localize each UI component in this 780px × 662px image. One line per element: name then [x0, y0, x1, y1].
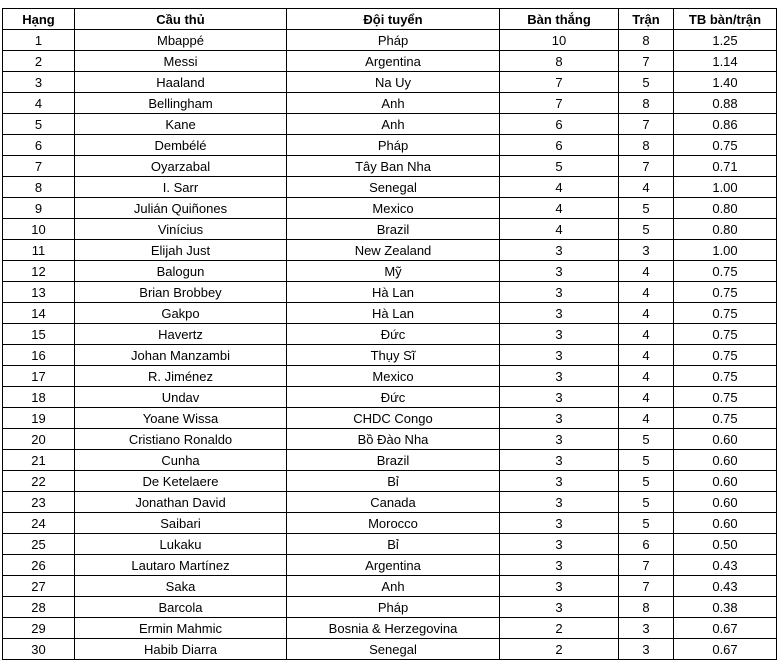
cell-player: Vinícius: [75, 219, 287, 240]
cell-player: I. Sarr: [75, 177, 287, 198]
cell-team: Mexico: [287, 198, 500, 219]
table-row: [3, 429, 777, 450]
table-row: [3, 282, 777, 303]
cell-goals: 3: [500, 387, 619, 408]
cell-rank: 13: [3, 282, 75, 303]
cell-matches: 5: [619, 429, 674, 450]
cell-rank: 27: [3, 576, 75, 597]
table-row: [3, 51, 777, 72]
cell-team: Mỹ: [287, 261, 500, 282]
cell-rank: 15: [3, 324, 75, 345]
cell-matches: 4: [619, 282, 674, 303]
table-row: [3, 198, 777, 219]
cell-rank: 1: [3, 30, 75, 51]
cell-goals-per-match: 0.75: [674, 387, 777, 408]
cell-goals: 3: [500, 471, 619, 492]
cell-rank: 12: [3, 261, 75, 282]
cell-rank: 4: [3, 93, 75, 114]
cell-goals: 10: [500, 30, 619, 51]
cell-goals-per-match: 1.00: [674, 240, 777, 261]
cell-matches: 7: [619, 576, 674, 597]
cell-matches: 8: [619, 135, 674, 156]
cell-goals: 2: [500, 618, 619, 639]
cell-player: Dembélé: [75, 135, 287, 156]
header-player: Cầu thủ: [75, 9, 287, 30]
cell-player: Ermin Mahmic: [75, 618, 287, 639]
cell-matches: 5: [619, 513, 674, 534]
cell-player: Cristiano Ronaldo: [75, 429, 287, 450]
cell-player: Bellingham: [75, 93, 287, 114]
cell-player: Jonathan David: [75, 492, 287, 513]
cell-player: Havertz: [75, 324, 287, 345]
cell-goals: 4: [500, 198, 619, 219]
cell-goals-per-match: 0.43: [674, 555, 777, 576]
cell-goals-per-match: 1.40: [674, 72, 777, 93]
cell-rank: 18: [3, 387, 75, 408]
cell-rank: 11: [3, 240, 75, 261]
cell-rank: 6: [3, 135, 75, 156]
cell-team: Morocco: [287, 513, 500, 534]
cell-rank: 8: [3, 177, 75, 198]
cell-rank: 24: [3, 513, 75, 534]
cell-rank: 25: [3, 534, 75, 555]
table-row: [3, 219, 777, 240]
table-row: [3, 156, 777, 177]
cell-player: De Ketelaere: [75, 471, 287, 492]
cell-team: Senegal: [287, 639, 500, 660]
cell-goals: 3: [500, 513, 619, 534]
cell-player: R. Jiménez: [75, 366, 287, 387]
cell-goals: 3: [500, 282, 619, 303]
cell-goals-per-match: 0.67: [674, 639, 777, 660]
cell-rank: 9: [3, 198, 75, 219]
cell-goals: 3: [500, 240, 619, 261]
cell-goals: 7: [500, 93, 619, 114]
cell-goals: 4: [500, 177, 619, 198]
cell-rank: 19: [3, 408, 75, 429]
cell-goals: 6: [500, 114, 619, 135]
cell-goals-per-match: 0.75: [674, 261, 777, 282]
cell-team: Bỉ: [287, 471, 500, 492]
table-row: [3, 366, 777, 387]
cell-goals: 2: [500, 639, 619, 660]
cell-rank: 14: [3, 303, 75, 324]
cell-team: Mexico: [287, 366, 500, 387]
cell-goals: 3: [500, 345, 619, 366]
cell-goals: 7: [500, 72, 619, 93]
cell-goals-per-match: 1.14: [674, 51, 777, 72]
cell-rank: 5: [3, 114, 75, 135]
cell-matches: 7: [619, 51, 674, 72]
cell-rank: 2: [3, 51, 75, 72]
cell-player: Haaland: [75, 72, 287, 93]
cell-team: CHDC Congo: [287, 408, 500, 429]
cell-matches: 8: [619, 93, 674, 114]
table-row: [3, 534, 777, 555]
table-row: [3, 72, 777, 93]
table-row: [3, 555, 777, 576]
cell-rank: 21: [3, 450, 75, 471]
table-row: [3, 387, 777, 408]
cell-team: Argentina: [287, 51, 500, 72]
cell-player: Balogun: [75, 261, 287, 282]
table-row: [3, 324, 777, 345]
cell-player: Elijah Just: [75, 240, 287, 261]
table-row: [3, 618, 777, 639]
cell-matches: 7: [619, 156, 674, 177]
cell-matches: 3: [619, 639, 674, 660]
cell-team: Pháp: [287, 30, 500, 51]
cell-matches: 5: [619, 450, 674, 471]
cell-goals-per-match: 0.60: [674, 471, 777, 492]
cell-team: Argentina: [287, 555, 500, 576]
cell-matches: 8: [619, 30, 674, 51]
cell-team: Brazil: [287, 450, 500, 471]
cell-team: Brazil: [287, 219, 500, 240]
cell-rank: 29: [3, 618, 75, 639]
table-row: [3, 345, 777, 366]
cell-matches: 4: [619, 345, 674, 366]
cell-rank: 16: [3, 345, 75, 366]
cell-goals: 3: [500, 450, 619, 471]
cell-player: Brian Brobbey: [75, 282, 287, 303]
table-row: [3, 261, 777, 282]
cell-player: Mbappé: [75, 30, 287, 51]
cell-team: Thụy Sĩ: [287, 345, 500, 366]
cell-goals-per-match: 0.80: [674, 198, 777, 219]
cell-player: Lukaku: [75, 534, 287, 555]
cell-player: Lautaro Martínez: [75, 555, 287, 576]
cell-matches: 4: [619, 387, 674, 408]
cell-goals: 3: [500, 261, 619, 282]
cell-matches: 4: [619, 177, 674, 198]
cell-rank: 7: [3, 156, 75, 177]
cell-goals-per-match: 0.75: [674, 324, 777, 345]
cell-matches: 7: [619, 555, 674, 576]
scorers-table-container: [2, 8, 777, 660]
cell-matches: 3: [619, 240, 674, 261]
cell-goals-per-match: 0.60: [674, 429, 777, 450]
header-matches: Trận: [619, 9, 674, 30]
cell-player: Undav: [75, 387, 287, 408]
cell-team: Hà Lan: [287, 303, 500, 324]
cell-goals-per-match: 0.75: [674, 408, 777, 429]
cell-goals-per-match: 0.75: [674, 282, 777, 303]
cell-goals-per-match: 0.75: [674, 135, 777, 156]
cell-goals-per-match: 0.67: [674, 618, 777, 639]
cell-team: Đức: [287, 387, 500, 408]
cell-team: Bồ Đào Nha: [287, 429, 500, 450]
table-row: [3, 93, 777, 114]
cell-goals-per-match: 0.75: [674, 345, 777, 366]
header-goals-per-match: TB bàn/trận: [674, 9, 777, 30]
cell-goals: 3: [500, 408, 619, 429]
cell-team: Pháp: [287, 597, 500, 618]
cell-goals-per-match: 0.60: [674, 492, 777, 513]
cell-goals: 4: [500, 219, 619, 240]
cell-goals: 3: [500, 366, 619, 387]
cell-player: Kane: [75, 114, 287, 135]
table-row: [3, 471, 777, 492]
cell-goals: 3: [500, 534, 619, 555]
cell-matches: 7: [619, 114, 674, 135]
cell-rank: 30: [3, 639, 75, 660]
cell-goals: 5: [500, 156, 619, 177]
cell-goals: 3: [500, 429, 619, 450]
cell-goals-per-match: 0.75: [674, 303, 777, 324]
cell-matches: 4: [619, 324, 674, 345]
cell-matches: 5: [619, 471, 674, 492]
cell-team: Tây Ban Nha: [287, 156, 500, 177]
cell-team: New Zealand: [287, 240, 500, 261]
table-header-row: [3, 9, 777, 30]
cell-goals-per-match: 0.38: [674, 597, 777, 618]
table-row: [3, 576, 777, 597]
cell-team: Anh: [287, 93, 500, 114]
table-row: [3, 303, 777, 324]
cell-player: Johan Manzambi: [75, 345, 287, 366]
header-team: Đội tuyển: [287, 9, 500, 30]
cell-player: Habib Diarra: [75, 639, 287, 660]
header-rank: Hạng: [3, 9, 75, 30]
table-row: [3, 135, 777, 156]
cell-goals: 3: [500, 555, 619, 576]
cell-team: Đức: [287, 324, 500, 345]
cell-goals-per-match: 1.00: [674, 177, 777, 198]
cell-team: Canada: [287, 492, 500, 513]
cell-goals: 3: [500, 576, 619, 597]
cell-team: Bỉ: [287, 534, 500, 555]
cell-goals-per-match: 1.25: [674, 30, 777, 51]
cell-rank: 3: [3, 72, 75, 93]
cell-team: Na Uy: [287, 72, 500, 93]
table-row: [3, 177, 777, 198]
cell-player: Cunha: [75, 450, 287, 471]
cell-matches: 8: [619, 597, 674, 618]
cell-matches: 4: [619, 366, 674, 387]
cell-player: Julián Quiñones: [75, 198, 287, 219]
cell-player: Barcola: [75, 597, 287, 618]
cell-goals-per-match: 0.75: [674, 366, 777, 387]
cell-matches: 5: [619, 492, 674, 513]
cell-goals: 6: [500, 135, 619, 156]
table-row: [3, 450, 777, 471]
cell-goals: 3: [500, 303, 619, 324]
cell-rank: 28: [3, 597, 75, 618]
table-row: [3, 30, 777, 51]
cell-team: Hà Lan: [287, 282, 500, 303]
cell-goals-per-match: 0.60: [674, 450, 777, 471]
cell-player: Saka: [75, 576, 287, 597]
cell-team: Bosnia & Herzegovina: [287, 618, 500, 639]
cell-goals-per-match: 0.88: [674, 93, 777, 114]
cell-goals: 3: [500, 492, 619, 513]
cell-matches: 4: [619, 303, 674, 324]
cell-player: Yoane Wissa: [75, 408, 287, 429]
cell-rank: 26: [3, 555, 75, 576]
cell-rank: 22: [3, 471, 75, 492]
cell-team: Anh: [287, 576, 500, 597]
cell-rank: 10: [3, 219, 75, 240]
cell-player: Gakpo: [75, 303, 287, 324]
cell-rank: 20: [3, 429, 75, 450]
cell-player: Oyarzabal: [75, 156, 287, 177]
header-goals: Bàn thắng: [500, 9, 619, 30]
cell-matches: 6: [619, 534, 674, 555]
cell-matches: 4: [619, 261, 674, 282]
cell-matches: 5: [619, 219, 674, 240]
cell-matches: 5: [619, 198, 674, 219]
cell-goals-per-match: 0.60: [674, 513, 777, 534]
cell-rank: 17: [3, 366, 75, 387]
table-row: [3, 597, 777, 618]
cell-team: Senegal: [287, 177, 500, 198]
table-row: [3, 240, 777, 261]
cell-rank: 23: [3, 492, 75, 513]
table-row: [3, 408, 777, 429]
cell-team: Anh: [287, 114, 500, 135]
cell-goals: 3: [500, 597, 619, 618]
cell-player: Saibari: [75, 513, 287, 534]
cell-goals-per-match: 0.71: [674, 156, 777, 177]
table-row: [3, 513, 777, 534]
cell-matches: 3: [619, 618, 674, 639]
cell-goals: 8: [500, 51, 619, 72]
cell-goals-per-match: 0.43: [674, 576, 777, 597]
cell-goals-per-match: 0.50: [674, 534, 777, 555]
table-row: [3, 114, 777, 135]
cell-matches: 5: [619, 72, 674, 93]
cell-player: Messi: [75, 51, 287, 72]
cell-goals: 3: [500, 324, 619, 345]
cell-matches: 4: [619, 408, 674, 429]
cell-goals-per-match: 0.86: [674, 114, 777, 135]
cell-goals-per-match: 0.80: [674, 219, 777, 240]
table-row: [3, 492, 777, 513]
table-row: [3, 639, 777, 660]
cell-team: Pháp: [287, 135, 500, 156]
table-body: [3, 30, 777, 660]
top-scorers-table: [2, 8, 777, 660]
